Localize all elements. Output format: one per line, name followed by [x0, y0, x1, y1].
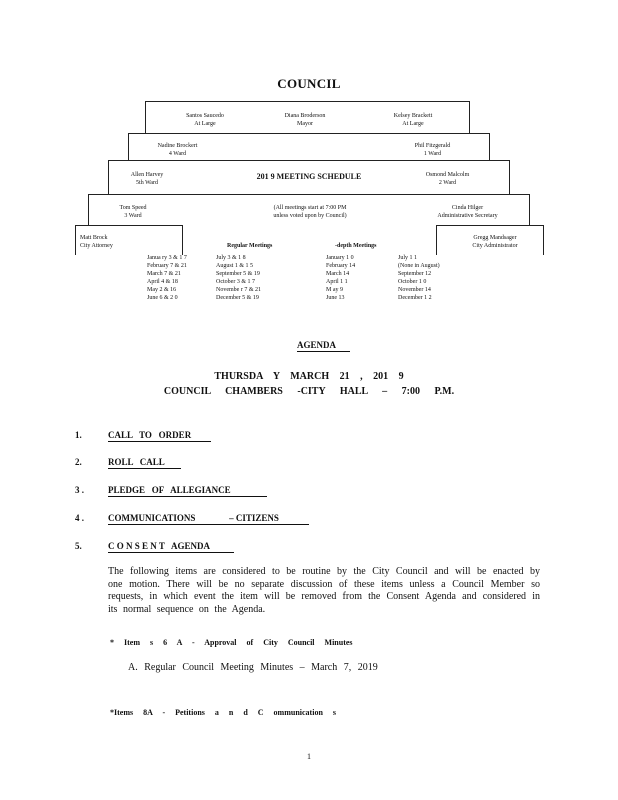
member-malcolm: Osmond Malcolm 2 Ward [425, 172, 470, 186]
item-2-label: ROLL CALL [108, 457, 181, 469]
member-mandsager: Gregg Mandsager City Administrator [472, 235, 518, 249]
item-4-label: COMMUNICATIONS – CITIZENS [108, 513, 309, 525]
member-saucedo: Santos Saucedo At Large [186, 113, 224, 127]
member-brockert: Nadine Brockert 4 Ward [157, 143, 198, 157]
item-1-label: CALL TO ORDER [108, 430, 211, 442]
meeting-date: THURSDA Y MARCH 21 , 201 9 [214, 371, 404, 382]
item-8a-heading: *Items 8A - Petitions a n d C ommunication s [110, 708, 337, 717]
council-title: COUNCIL [277, 76, 341, 91]
item-2-number: 2. [75, 457, 82, 467]
item-1-number: 1. [75, 430, 82, 440]
indepth-col-1: January 1 0 February 14 March 14 April 1 1 M ay 9 June 13 [326, 255, 356, 301]
meeting-location: COUNCIL CHAMBERS -CITY HALL – 7:00 P.M. [163, 386, 455, 397]
member-harvey: Allen Harvey 5th Ward [130, 172, 164, 186]
item-4-number: 4 . [75, 513, 84, 523]
regular-col-2: July 3 & 1 8 August 1 & 1 5 September 5 & 19 October 3 & 1 7 Novembe r 7 & 21 December 5 & 19 [216, 255, 261, 301]
member-brackett: Kelsey Brackett At Large [393, 113, 433, 127]
schedule-note: (All meetings start at 7:00 PM unless voted upon by Council) [273, 205, 347, 219]
schedule-title: 201 9 MEETING SCHEDULE [256, 172, 362, 181]
item-6a-heading: * Item s 6 A - Approval of City Council Minutes [110, 638, 353, 647]
member-brock: Matt Brock City Attorney [80, 235, 113, 249]
item-5-label: C O N S E N T AGENDA [108, 541, 234, 553]
member-speed: Tom Speed 3 Ward [119, 205, 147, 219]
item-5-number: 5. [75, 541, 82, 551]
consent-paragraph: The following items are considered to be routine by the City Council and will be enacted by one motion. There will be no separate discussion of these items unless a Council Member so requests, in which event the item will be removed from the Consent Agenda and considered in its normal sequence on the Agenda. [108, 566, 540, 615]
member-fitzgerald: Phil Fitzgerald 1 Ward [414, 143, 451, 157]
member-hilger: Cinda Hilger Administrative Secretary [437, 205, 498, 219]
regular-col-1: Janua ry 3 & 1 7 February 7 & 21 March 7 & 21 April 4 & 18 May 2 & 16 June 6 & 2 0 [147, 255, 187, 301]
member-broderson: Diana Broderson Mayor [284, 113, 326, 127]
item-3-number: 3 . [75, 485, 84, 495]
item-6a-minutes: A. Regular Council Meeting Minutes – March 7, 2019 [128, 662, 378, 673]
agenda-title: AGENDA [297, 340, 350, 352]
regular-meetings-heading: Regular Meetings [227, 243, 273, 249]
page-number: 1 [307, 752, 311, 761]
indepth-meetings-heading: -depth Meetings [335, 243, 377, 249]
indepth-col-2: July 1 1 (None in August) September 12 October 1 0 November 14 December 1 2 [398, 255, 440, 301]
item-3-label: PLEDGE OF ALLEGIANCE [108, 485, 267, 497]
